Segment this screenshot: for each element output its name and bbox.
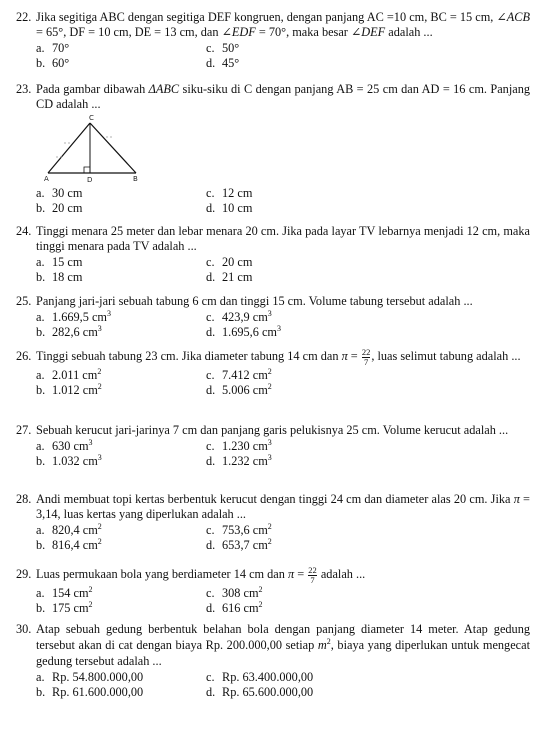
option-b[interactable]: b. 18 cm xyxy=(36,270,83,284)
option-a[interactable]: a. 15 cm xyxy=(36,255,83,269)
option-d[interactable]: d. 1.232 $cm^3$ xyxy=(206,453,272,468)
question-number: 27. xyxy=(16,423,32,437)
question-stem: 27. Sebuah kerucut jari-jarinya 7 cm dan panjang garis pelukisnya 25 cm. Volume kerucut adalah ... xyxy=(16,423,509,437)
answer-options xyxy=(16,439,530,469)
option-b[interactable]: b. 282,6 $cm^3$ xyxy=(36,324,102,339)
option-b[interactable]: b. 60° xyxy=(36,56,70,70)
option-c[interactable]: c. 423,9 $cm^3$ xyxy=(206,309,272,324)
question-28 xyxy=(16,492,530,553)
question-number: 30. xyxy=(16,622,32,636)
question-stem: 26. Tinggi sebuah tabung 23 cm. Jika diameter tabung 14 cm dan π = $\frac{22}{7}$ , luas selimut tabung adalah ... xyxy=(16,346,521,367)
option-a[interactable]: a. Rp. 54.800.000,00 xyxy=(36,670,144,684)
option-d[interactable]: d. 21 cm xyxy=(206,270,253,284)
option-c[interactable]: c. 12 cm xyxy=(206,186,253,200)
option-a[interactable]: a. 30 cm xyxy=(36,186,83,200)
option-d[interactable]: d. 1.695,6 $cm^3$ xyxy=(206,324,281,339)
question-stem: 24. Tinggi menara 25 meter dan lebar menara 20 cm. Jika pada layar TV lebarnya menjadi 12 cm, maka tinggi menara pada TV adalah ... xyxy=(16,224,530,253)
option-c[interactable]: c. 7.412 $cm^2$ xyxy=(206,366,272,382)
option-c[interactable]: c. 753,6 $cm^2$ xyxy=(206,522,272,537)
answer-options xyxy=(16,368,530,398)
answer-options xyxy=(16,523,530,553)
question-23 xyxy=(16,82,530,216)
option-d[interactable]: d. Rp. 65.600.000,00 xyxy=(206,685,314,699)
option-c[interactable]: c. 1.230 $cm^3$ xyxy=(206,438,272,453)
option-c[interactable]: c. 20 cm xyxy=(206,255,253,269)
answer-options xyxy=(16,586,530,616)
question-number: 22. xyxy=(16,10,32,24)
question-number: 24. xyxy=(16,224,32,238)
option-a[interactable]: a. 154 $cm^2$ xyxy=(36,584,93,600)
option-d[interactable]: d. 653,7 $cm^2$ xyxy=(206,537,272,552)
option-b[interactable]: b. 20 cm xyxy=(36,201,83,215)
fraction-22-7: $\frac{22}{7}$ xyxy=(361,346,371,367)
question-stem: 22. Jika segitiga ABC dengan segitiga DEF kongruen, dengan panjang AC =10 cm, BC = 15 cm, ∠ACB = 65°, DF = 10 cm, DE = 13 cm, dan ∠EDF = 70°, maka besar ∠DEF adalah ... xyxy=(16,10,530,39)
option-d[interactable]: d. 5.006 $cm^2$ xyxy=(206,381,272,397)
question-number: 25. xyxy=(16,294,32,308)
option-b[interactable]: b. 1.012 $cm^2$ xyxy=(36,381,102,397)
option-a[interactable]: a. 1.669,5 $cm^3$ xyxy=(36,309,111,324)
question-22 xyxy=(16,10,530,71)
answer-options xyxy=(16,255,530,285)
option-b[interactable]: b. 1.032 $cm^3$ xyxy=(36,453,102,468)
question-30 xyxy=(16,621,530,700)
answer-options xyxy=(16,186,530,216)
question-27 xyxy=(16,423,530,469)
option-d[interactable]: d. 45° xyxy=(206,56,240,70)
question-24 xyxy=(16,224,530,285)
option-d[interactable]: d. 616 $cm^2$ xyxy=(206,599,263,615)
question-number: 29. xyxy=(16,567,32,581)
vertex-label-b: B xyxy=(133,175,138,183)
fraction-22-7: $\frac{22}{7}$ xyxy=(308,564,317,585)
right-triangle-figure xyxy=(36,113,146,185)
question-26 xyxy=(16,347,530,398)
option-a[interactable]: a. 2.011 $cm^2$ xyxy=(36,366,102,382)
option-c[interactable]: c. Rp. 63.400.000,00 xyxy=(206,670,314,684)
option-b[interactable]: b. Rp. 61.600.000,00 xyxy=(36,685,144,699)
option-a[interactable]: a. 70° xyxy=(36,41,70,55)
option-c[interactable]: c. 308 $cm^2$ xyxy=(206,584,263,600)
question-number: 28. xyxy=(16,492,32,506)
vertex-label-a: A xyxy=(44,175,49,183)
question-stem: 28. Andi membuat topi kertas berbentuk kerucut dengan tinggi 24 cm dan diameter alas 20 cm. Jika π = 3,14, luas kertas yang diperlukan adalah ... xyxy=(16,492,530,521)
option-c[interactable]: c. 50° xyxy=(206,41,240,55)
answer-options xyxy=(16,310,530,340)
question-stem: 29. Luas permukaan bola yang berdiameter 14 cm dan π = $\frac{22}{7}$ adalah ... xyxy=(16,564,366,585)
option-a[interactable]: a. 630 $cm^3$ xyxy=(36,438,93,453)
triangle-diagram xyxy=(36,113,146,185)
option-b[interactable]: b. 816,4 $cm^2$ xyxy=(36,537,102,552)
point-label-d: D xyxy=(87,176,93,184)
question-stem: 25. Panjang jari-jari sebuah tabung 6 cm dan tinggi 15 cm. Volume tabung tersebut adalah ... xyxy=(16,294,473,308)
question-number: 23. xyxy=(16,82,32,96)
option-a[interactable]: a. 820,4 $cm^2$ xyxy=(36,522,102,537)
question-stem: 30. Atap sebuah gedung berbentuk belahan bola dengan panjang diameter 14 meter. Atap gedung tersebut akan di cat dengan biaya Rp. 200.000,00 setiap $m^2$, biaya yang diperlukan untuk mengecat gedung tersebut adalah ... xyxy=(16,622,530,668)
question-25 xyxy=(16,294,530,340)
answer-options xyxy=(16,670,530,700)
answer-options xyxy=(16,41,530,71)
question-number: 26. xyxy=(16,349,32,363)
vertex-label-c: C xyxy=(89,114,94,122)
question-stem: 23. Pada gambar dibawah ΔABC siku-siku di C dengan panjang AB = 25 cm dan AD = 16 cm. Panjang CD adalah ... xyxy=(16,82,530,111)
option-d[interactable]: d. 10 cm xyxy=(206,201,253,215)
question-29 xyxy=(16,565,530,616)
option-b[interactable]: b. 175 $cm^2$ xyxy=(36,599,93,615)
